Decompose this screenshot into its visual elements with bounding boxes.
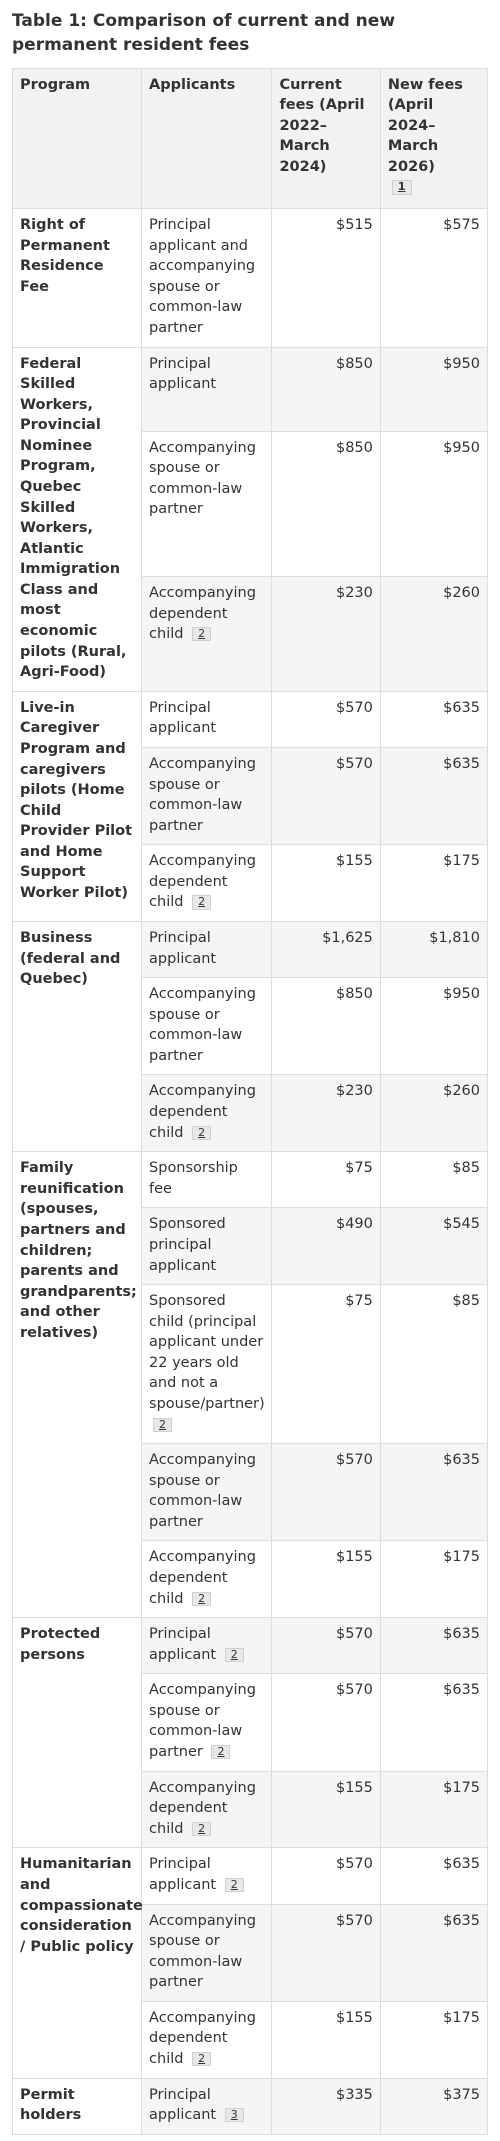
current-fee-cell: $335 <box>272 2078 380 2134</box>
program-cell: Permit holders <box>13 2078 142 2134</box>
applicant-cell <box>142 1618 272 1674</box>
applicant-label: Principal applicant <box>149 929 217 967</box>
footnote-link[interactable]: 2 <box>192 627 211 641</box>
new-fee-cell: $635 <box>380 1904 487 2001</box>
header-row <box>13 68 488 208</box>
applicant-label: Sponsorship fee <box>149 1160 238 1197</box>
new-fee-cell: $545 <box>380 1208 487 1285</box>
applicant-label: Accompanying spouse or common-law partner <box>149 986 256 1064</box>
new-fee-cell: $950 <box>380 347 487 431</box>
new-fee-cell: $175 <box>380 845 487 922</box>
header-program-label: Program <box>20 76 91 93</box>
new-fee-cell: $950 <box>380 431 487 577</box>
applicant-label: Principal applicant <box>149 1856 217 1893</box>
header-new-fees <box>380 68 487 208</box>
header-applicants <box>142 68 272 208</box>
current-fee-cell: $570 <box>272 747 380 844</box>
applicant-cell <box>142 2001 272 2078</box>
header-applicants-label: Applicants <box>149 76 236 93</box>
new-fee-cell: $635 <box>380 1618 487 1674</box>
current-fee-cell: $570 <box>272 1618 380 1674</box>
current-fee-cell: $515 <box>272 209 380 347</box>
new-fee-cell: $175 <box>380 1541 487 1618</box>
table-row <box>13 1618 488 1674</box>
applicant-label: Principal applicant <box>149 1626 217 1663</box>
applicant-cell <box>142 691 272 747</box>
new-fee-cell: $85 <box>380 1152 487 1208</box>
program-cell: Right of Permanent Residence Fee <box>13 209 142 347</box>
footnote-link[interactable]: 2 <box>192 895 211 909</box>
applicant-cell <box>142 2078 272 2134</box>
applicant-label: Principal applicant <box>149 2086 217 2124</box>
new-fee-cell: $575 <box>380 209 487 347</box>
new-fee-cell: $635 <box>380 1848 487 1904</box>
current-fee-cell: $155 <box>272 845 380 922</box>
applicant-label: Principal applicant <box>149 355 217 393</box>
applicant-label: Accompanying spouse or common-law partner <box>149 1912 256 1991</box>
new-fee-cell: $635 <box>380 1444 487 1541</box>
applicant-cell <box>142 1771 272 1848</box>
header-new-label: New fees (April 2024–March 2026) <box>387 76 463 175</box>
applicant-label: Accompanying spouse or common-law partner <box>149 755 256 834</box>
applicant-cell <box>142 1208 272 1285</box>
applicant-cell <box>142 1541 272 1618</box>
current-fee-cell: $230 <box>272 577 380 692</box>
table-body <box>13 209 488 2135</box>
table-row <box>13 921 488 977</box>
footnote-link[interactable]: 2 <box>192 2052 211 2066</box>
fees-table <box>12 68 488 2135</box>
applicant-label: Accompanying dependent child <box>149 1549 256 1607</box>
new-fee-cell: $635 <box>380 747 487 844</box>
program-cell: Protected persons <box>13 1618 142 1848</box>
footnote-link[interactable]: 2 <box>225 1878 244 1892</box>
applicant-label: Accompanying dependent child <box>149 2009 256 2067</box>
new-fee-cell: $175 <box>380 2001 487 2078</box>
current-fee-cell: $850 <box>272 347 380 431</box>
program-cell: Family reunification (spouses, partners and children; parents and grandparents; and other relatives) <box>13 1152 142 1618</box>
footnote-link[interactable]: 2 <box>153 1418 172 1432</box>
current-fee-cell: $570 <box>272 1848 380 1904</box>
table-row <box>13 2078 488 2134</box>
footnote-link[interactable]: 3 <box>225 2108 244 2122</box>
new-fee-cell: $635 <box>380 691 487 747</box>
current-fee-cell: $850 <box>272 978 380 1075</box>
current-fee-cell: $570 <box>272 1904 380 2001</box>
applicant-label: Accompanying spouse or common-law partner <box>149 1452 256 1530</box>
table-row <box>13 347 488 431</box>
program-cell: Federal Skilled Workers, Provincial Nominee Program, Quebec Skilled Workers, Atlantic Immigration Class and most economic pilots (Rural, Agri-Food) <box>13 347 142 691</box>
table-row <box>13 691 488 747</box>
applicant-cell <box>142 1444 272 1541</box>
current-fee-cell: $155 <box>272 2001 380 2078</box>
new-fee-cell: $260 <box>380 577 487 692</box>
footnote-link[interactable]: 1 <box>392 180 412 194</box>
current-fee-cell: $75 <box>272 1152 380 1208</box>
new-fee-cell: $175 <box>380 1771 487 1848</box>
applicant-cell <box>142 747 272 844</box>
applicant-cell <box>142 921 272 977</box>
applicant-cell <box>142 577 272 692</box>
current-fee-cell: $570 <box>272 1444 380 1541</box>
current-fee-cell: $490 <box>272 1208 380 1285</box>
program-cell: Live-in Caregiver Program and caregivers pilots (Home Child Provider Pilot and Home Support Worker Pilot) <box>13 691 142 921</box>
program-cell: Humanitarian and compassionate consideration / Public policy <box>13 1848 142 2078</box>
current-fee-cell: $850 <box>272 431 380 577</box>
applicant-label: Accompanying dependent child <box>149 1779 256 1837</box>
applicant-cell <box>142 845 272 922</box>
footnote-link[interactable]: 2 <box>192 1822 211 1836</box>
applicant-label: Accompanying spouse or common-law partner <box>149 1682 256 1761</box>
current-fee-cell: $155 <box>272 1541 380 1618</box>
applicant-label: Sponsored child (principal applicant under 22 years old and not a spouse/partner) <box>149 1293 265 1412</box>
table-row <box>13 1152 488 1208</box>
applicant-cell <box>142 209 272 347</box>
applicant-cell <box>142 1285 272 1444</box>
applicant-label: Principal applicant and accompanying spouse or common-law partner <box>149 217 256 336</box>
applicant-label: Accompanying dependent child <box>149 853 256 911</box>
applicant-cell <box>142 1674 272 1771</box>
applicant-cell <box>142 1848 272 1904</box>
applicant-label: Accompanying dependent child <box>149 585 256 643</box>
current-fee-cell: $155 <box>272 1771 380 1848</box>
current-fee-cell: $570 <box>272 1674 380 1771</box>
applicant-cell <box>142 347 272 431</box>
current-fee-cell: $230 <box>272 1075 380 1152</box>
header-current-label: Current fees (April 2022–March 2024) <box>279 76 365 175</box>
table-header <box>13 68 488 208</box>
current-fee-cell: $75 <box>272 1285 380 1444</box>
applicant-cell <box>142 1075 272 1152</box>
footnote-link[interactable]: 2 <box>211 1745 230 1759</box>
table-row <box>13 209 488 347</box>
program-cell: Business (federal and Quebec) <box>13 921 142 1151</box>
footnote-link[interactable]: 2 <box>192 1126 211 1140</box>
header-current-fees <box>272 68 380 208</box>
footnote-link[interactable]: 2 <box>225 1648 244 1662</box>
current-fee-cell: $1,625 <box>272 921 380 977</box>
new-fee-cell: $950 <box>380 978 487 1075</box>
new-fee-cell: $635 <box>380 1674 487 1771</box>
new-fee-cell: $375 <box>380 2078 487 2134</box>
header-program <box>13 68 142 208</box>
new-fee-cell: $260 <box>380 1075 487 1152</box>
applicant-label: Sponsored principal applicant <box>149 1216 226 1274</box>
table-caption: Table 1: Comparison of current and new permanent resident fees <box>12 11 396 55</box>
applicant-label: Accompanying spouse or common-law partner <box>149 439 256 518</box>
new-fee-cell: $1,810 <box>380 921 487 977</box>
new-fee-cell: $85 <box>380 1285 487 1444</box>
table-row <box>13 1848 488 1904</box>
footnote-link[interactable]: 2 <box>192 1592 211 1606</box>
applicant-cell <box>142 431 272 577</box>
applicant-label: Principal applicant <box>149 699 217 737</box>
applicant-cell <box>142 1904 272 2001</box>
current-fee-cell: $570 <box>272 691 380 747</box>
applicant-cell <box>142 1152 272 1208</box>
applicant-cell <box>142 978 272 1075</box>
applicant-label: Accompanying dependent child <box>149 1083 256 1141</box>
